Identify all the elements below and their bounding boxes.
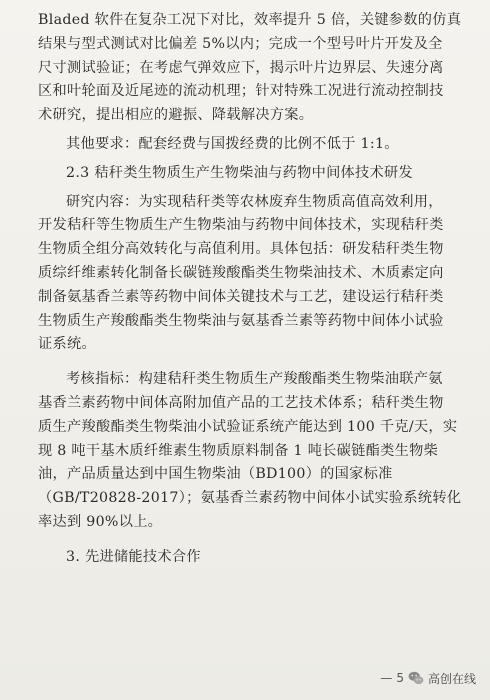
paragraph-line: Bladed 软件在复杂工况下对比，效率提升 5 倍，关键参数的仿真 [38,12,462,28]
other-requirements: 其他要求：配套经费与国拨经费的比例不低于 1:1。 [66,135,399,152]
research-content-line: 开发秸秆等生物质生产生物柴油与药物中间体技术，实现秸秆类 [38,217,444,234]
page-number: 5 [396,671,404,685]
section-heading-3: 3. 先进储能技术合作 [66,548,201,565]
research-content-line: 生物质全组分高效转化与高值利用。具体包括：研发秸秆类生物 [38,241,444,258]
section-heading-2-3: 2.3 秸秆类生物质生产生物柴油与药物中间体技术研发 [66,164,413,181]
assessment-indicator-line: 基香兰素药物中间体高附加值产品的工艺技术体系；秸秆类生物 [38,394,444,411]
document-body [38,9,470,570]
paragraph-line: 尺寸测试验证；在考虑气弹效应下，揭示叶片边界层、失速分离 [38,59,444,76]
research-content-line: 制备氨基香兰素等药物中间体关键技术与工艺，建设运行秸秆类 [38,288,444,305]
paragraph-line: 结果与型式测试对比偏差 5%以内；完成一个型号叶片开发及全 [38,35,443,52]
wechat-icon [408,670,424,686]
paragraph-line: 区和叶轮面及近尾迹的流动机理；针对特殊工况进行流动控制技 [38,83,444,100]
research-content-line: 生物质生产羧酸酯类生物柴油与氨基香兰素等药物中间体小试验 [38,312,444,329]
paragraph-line: 术研究，提出相应的避振、降载解决方案。 [38,107,314,124]
research-content-line: 研究内容：为实现秸秆类等农林废弃生物质高值高效利用， [66,193,443,210]
footer-dash: — [380,671,393,685]
brand-name: 高创在线 [427,671,476,686]
assessment-indicator-line: 率达到 90%以上。 [38,513,163,530]
assessment-indicator-line: （GB/T20828-2017）；氨基香兰素药物中间体小试实验系统转化 [38,490,462,507]
assessment-indicator-line: 质生产羧酸酯类生物柴油小试验证系统产能达到 100 千克/天，实 [38,418,458,435]
assessment-indicator-line: 油，产品质量达到中国生物柴油（BD100）的国家标准 [38,466,393,483]
research-content-line: 质综纤维素转化制备长碳链羧酸酯类生物柴油技术、木质素定向 [38,264,444,281]
page-footer [380,668,476,688]
assessment-indicator-line: 考核指标：构建秸秆类生物质生产羧酸酯类生物柴油联产氨 [66,371,443,388]
research-content-line: 证系统。 [38,336,96,353]
assessment-indicator-line: 现 8 吨干基木质纤维素生物质原料制备 1 吨长碳链酯类生物柴 [38,442,439,459]
